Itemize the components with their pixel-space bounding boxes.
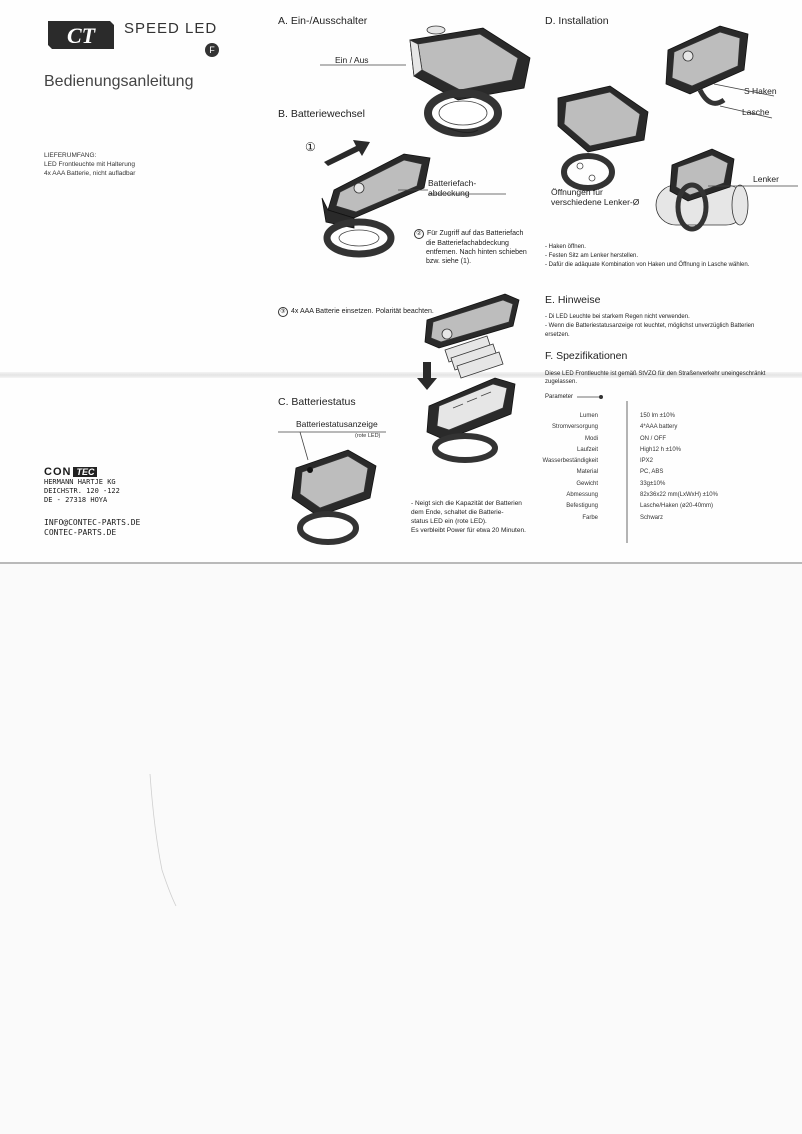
- callout-s-hook: S Haken: [744, 86, 777, 96]
- spec-key: Lumen: [579, 413, 598, 419]
- spec-row: [520, 413, 770, 424]
- lamp-illustration-d3: [652, 145, 752, 235]
- spec-row: [520, 469, 770, 480]
- spec-value: 82x36x22 mm(LxWxH) ±10%: [640, 492, 718, 499]
- spec-table: [520, 413, 770, 526]
- blank-scan-area: [0, 564, 802, 1134]
- spec-row: [520, 436, 770, 447]
- product-name: SPEED LED: [124, 20, 218, 37]
- notes-list: [545, 313, 754, 340]
- spec-intro-line-1: Diese LED Frontleuchte ist gemäß StVZO für den Straßenverkehr uneingeschränkt: [545, 371, 766, 377]
- svg-text:CT: CT: [66, 23, 96, 48]
- step-1-marker: ①: [305, 140, 316, 154]
- scope-line-1: LED Frontleuchte mit Halterung: [44, 161, 136, 168]
- install-step-1: - Haken öffnen.: [545, 244, 586, 250]
- step-3-marker: ③: [278, 307, 288, 317]
- company-city: DE - 27318 HOYA: [44, 496, 108, 504]
- spec-value: High12 h ±10%: [640, 446, 681, 453]
- ct-logo: [44, 15, 116, 53]
- section-f-title: F. Spezifikationen: [545, 350, 628, 362]
- spec-param-label: Parameter: [545, 394, 574, 400]
- spec-key: Abmessung: [566, 492, 598, 499]
- installation-steps: [545, 243, 749, 270]
- battery-status-note: [411, 499, 526, 535]
- callout-on-off: Ein / Aus: [335, 55, 369, 65]
- spec-key: Gewicht: [576, 480, 598, 487]
- spec-value: ON / OFF: [640, 435, 666, 442]
- callout-leader-b: [398, 184, 508, 196]
- step-2-line-2: die Batteriefachabdeckung: [426, 240, 509, 247]
- battery-note-line-2: dem Ende, schaltet die Batterie-: [411, 509, 504, 516]
- install-step-2: - Festen Sitz am Lenker herstellen.: [545, 253, 639, 259]
- manual-title: Bedienungsanleitung: [44, 73, 194, 90]
- step-3-line: 4x AAA Batterie einsetzen. Polarität beachten.: [291, 308, 434, 315]
- scope-heading: LIEFERUMFANG:: [44, 152, 97, 159]
- note-1: - Di LED Leuchte bei starkem Regen nicht verwenden.: [545, 314, 690, 320]
- scope-line-2: 4x AAA Batterie, nicht aufladbar: [44, 170, 136, 177]
- spec-row: [520, 481, 770, 492]
- spec-key: Stromversorgung: [551, 424, 598, 431]
- step-2-line-3: entfernen. Nach hinten schieben: [426, 249, 527, 256]
- battery-note-line-1: - Neigt sich die Kapazität der Batterien: [411, 500, 522, 507]
- spec-key: Befestigung: [566, 503, 598, 510]
- company-email: INFO@CONTEC-PARTS.DE: [44, 518, 141, 527]
- note-2: - Wenn die Batteriestatusanzeige rot leuchtet, möglichst unverzüglich Batterien: [545, 323, 755, 329]
- callout-handlebar: Lenker: [753, 174, 779, 184]
- callout-openings-2: verschiedene Lenker-Ø: [551, 197, 640, 207]
- install-step-3: - Dafür die adäquate Kombination von Haken und Öffnung in Lasche wählen.: [545, 262, 750, 268]
- scan-mark: [140, 770, 190, 910]
- callout-leaders-d: [712, 80, 782, 120]
- step-3-text: [278, 307, 434, 317]
- step-2-line-1: Für Zugriff auf das Batteriefach: [427, 230, 524, 237]
- company-address: [44, 478, 120, 505]
- step-2-marker: ②: [414, 229, 424, 239]
- section-a-title: A. Ein-/Ausschalter: [278, 15, 368, 27]
- battery-note-line-4: Es verbleibt Power für etwa 20 Minuten.: [411, 527, 526, 534]
- spec-key: Material: [576, 469, 598, 476]
- company-name: HERMANN HARTJE KG: [44, 478, 116, 486]
- spec-key: Wasserbeständigkeit: [542, 458, 598, 465]
- spec-intro-line-2: zugelassen.: [545, 379, 578, 385]
- contec-logo-con: CON: [44, 466, 72, 478]
- lamp-illustration-d2: [548, 80, 658, 195]
- callout-battery-cover-2: abdeckung: [428, 188, 470, 198]
- section-b-title: B. Batteriewechsel: [278, 108, 365, 120]
- battery-note-line-3: status LED ein (rote LED).: [411, 518, 487, 525]
- battery-illustration: [415, 290, 530, 465]
- callout-openings-1: Öffnungen für: [551, 187, 603, 197]
- lamp-illustration-c: [278, 428, 398, 548]
- spec-value: 4*AAA battery: [640, 424, 678, 431]
- callout-battery-cover-1: Batteriefach-: [428, 178, 477, 188]
- section-c-title: C. Batteriestatus: [278, 396, 356, 408]
- callout-strap: Lasche: [742, 107, 770, 117]
- spec-value: Lasche/Haken (ø20-40mm): [640, 503, 714, 510]
- spec-value: IPX2: [640, 458, 654, 465]
- section-d-title: D. Installation: [545, 15, 609, 27]
- contec-logo-tec: TEC: [73, 467, 97, 477]
- spec-row: [520, 492, 770, 503]
- callout-leader-bar: [706, 178, 801, 188]
- company-web: CONTEC-PARTS.DE: [44, 528, 117, 537]
- spec-value: PC, ABS: [640, 469, 664, 476]
- spec-value: 33g±10%: [640, 480, 666, 487]
- spec-row: [520, 447, 770, 458]
- callout-battery-status-sub: (rote LED): [355, 433, 381, 439]
- spec-value: 150 lm ±10%: [640, 413, 675, 419]
- spec-row: [520, 503, 770, 514]
- spec-key: Modi: [584, 435, 598, 442]
- spec-value: Schwarz: [640, 514, 664, 521]
- section-e-title: E. Hinweise: [545, 294, 601, 306]
- spec-row: [520, 424, 770, 435]
- spec-row: [520, 515, 770, 526]
- company-street: DEICHSTR. 120 -122: [44, 487, 120, 495]
- company-contact: [44, 518, 140, 538]
- spec-row: [520, 458, 770, 469]
- badge-f: F: [205, 43, 219, 57]
- spec-key: Farbe: [582, 514, 598, 521]
- spec-intro: [545, 370, 765, 386]
- callout-battery-status: Batteriestatusanzeige: [296, 419, 378, 429]
- note-2b: ersetzen.: [545, 332, 570, 338]
- step-2-text: [414, 229, 527, 266]
- lamp-illustration-a: [318, 18, 533, 138]
- spec-key: Laufzeit: [576, 446, 598, 453]
- step-2-line-4: bzw. siehe (1).: [426, 258, 472, 265]
